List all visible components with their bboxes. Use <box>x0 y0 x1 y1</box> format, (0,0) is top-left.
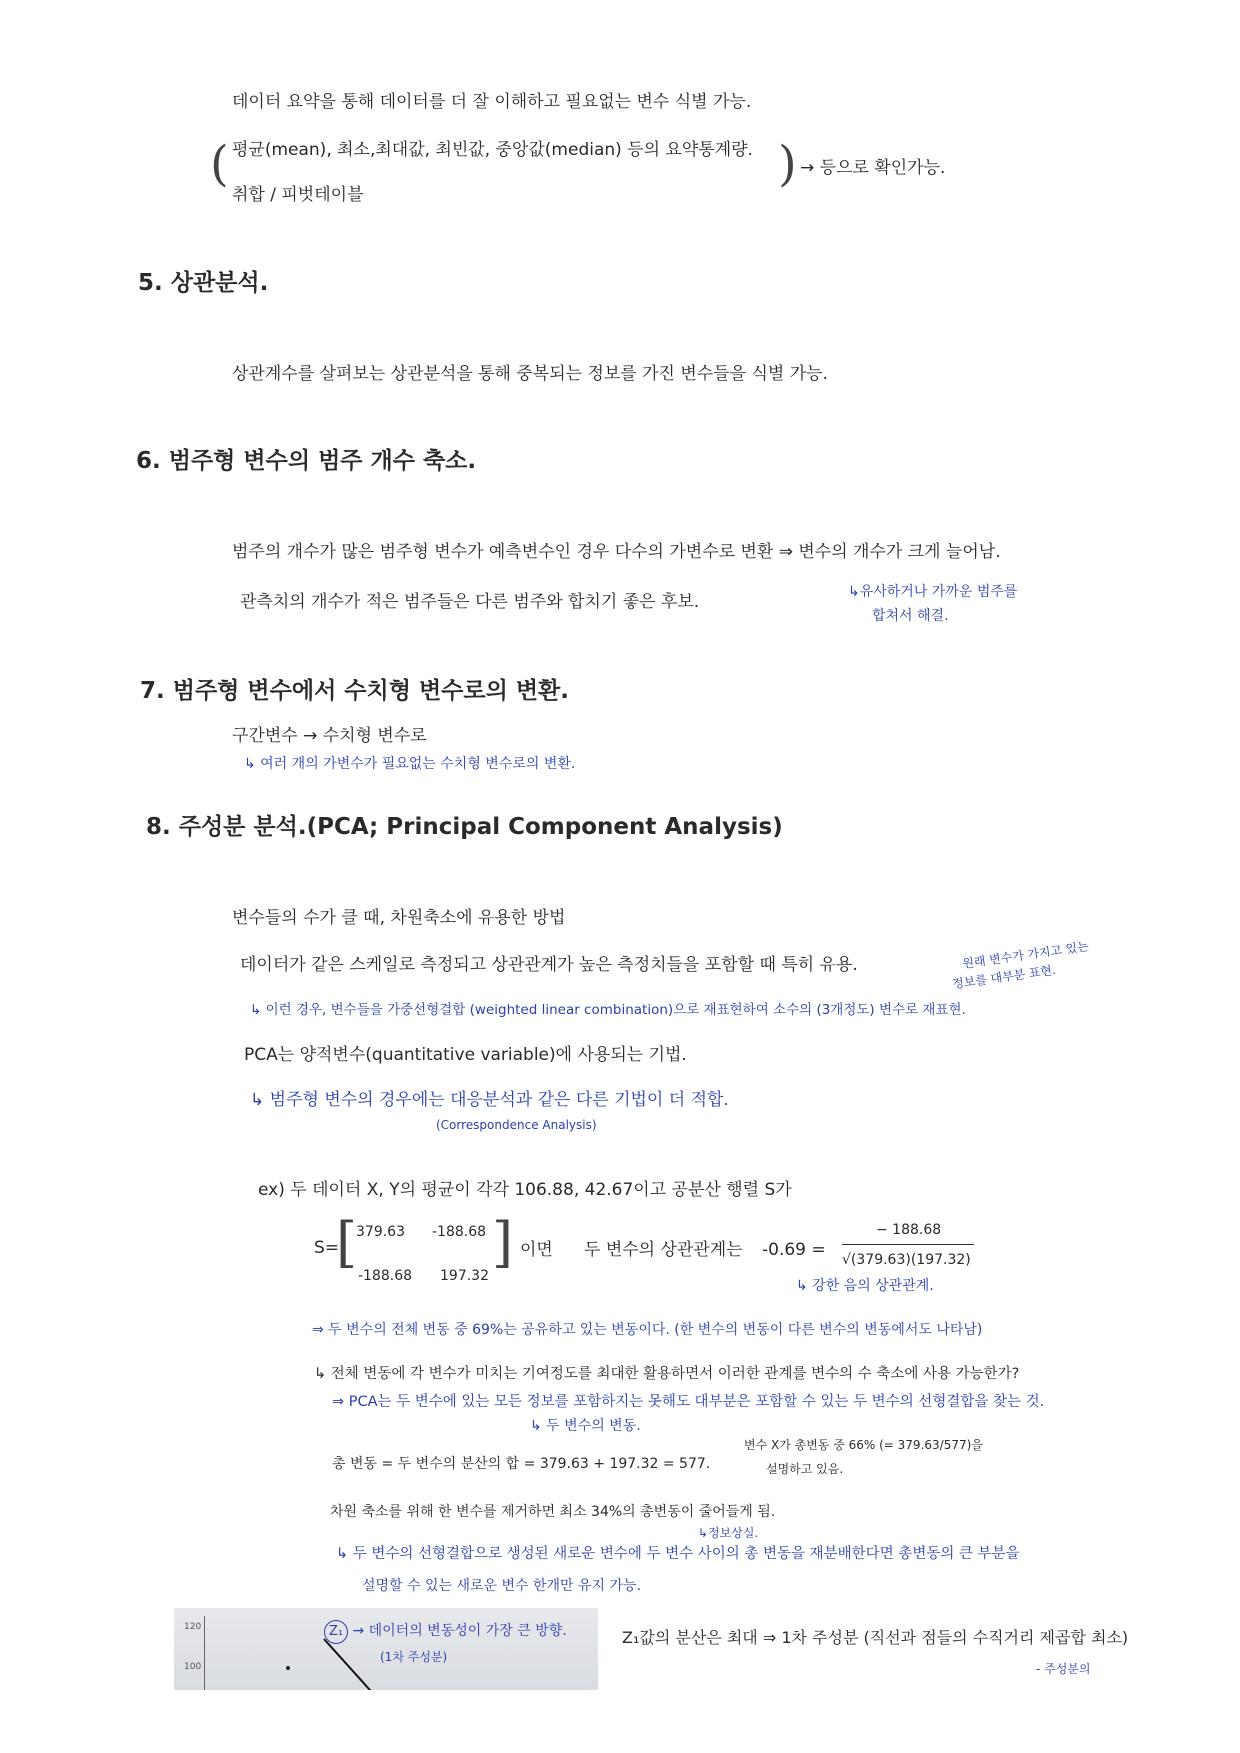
figure-tick-100: 100 <box>184 1662 202 1672</box>
section-8-line-1: 변수들의 수가 클 때, 차원축소에 유용한 방법 <box>232 908 566 928</box>
summary-line-2: 평균(mean), 최소,최대값, 최빈값, 중앙값(median) 등의 요약통계량. <box>232 140 753 160</box>
result-line-3: ⇒ PCA는 두 변수에 있는 모든 정보를 포함하지는 못해도 대부분은 포함할 수 있는 두 변수의 선형결합을 찾는 것. <box>332 1394 1045 1410</box>
example-line: ex) 두 데이터 X, Y의 평균이 각각 106.88, 42.67이고 공분산 행렬 S가 <box>258 1180 792 1200</box>
section-8-line-5b: (Correspondence Analysis) <box>436 1118 597 1132</box>
figure-pc-line <box>323 1638 371 1690</box>
matrix-a22: 197.32 <box>440 1268 489 1284</box>
summary-line-3: 취합 / 피벗테이블 <box>232 185 364 205</box>
result-line-6-note: ↳정보상실. <box>698 1526 759 1540</box>
result-line-2: ↳ 전체 변동에 각 변수가 미치는 기여정도를 최대한 활용하면서 이러한 관계를 변수의 수 축소에 사용 가능한가? <box>314 1366 1020 1382</box>
result-line-5-note-1: 변수 X가 총변동 중 66% (= 379.63/577)을 <box>744 1438 983 1452</box>
right-brace: ) <box>778 136 797 192</box>
section-8-line-2: 데이터가 같은 스케일로 측정되고 상관관계가 높은 측정치들을 포함할 때 특히 유용. <box>240 955 858 975</box>
section-7-title: 7. 범주형 변수에서 수치형 변수로의 변환. <box>140 678 570 704</box>
section-6-line-2: 관측치의 개수가 적은 범주들은 다른 범주와 합치기 좋은 후보. <box>240 592 700 612</box>
section-8-note-right-1: 원래 변수가 가지고 있는 <box>961 939 1090 971</box>
result-line-4: ↳ 두 변수의 변동. <box>530 1418 641 1434</box>
section-5-line-1: 상관계수를 살펴보는 상관분석을 통해 중복되는 정보를 가진 변수들을 식별 가능. <box>232 364 828 384</box>
figure-z1-row <box>324 1620 567 1644</box>
matrix-a11: 379.63 <box>356 1224 405 1240</box>
matrix-suffix: 이면 <box>520 1240 553 1260</box>
matrix-right-bracket: ] <box>492 1211 514 1274</box>
correlation-text: 두 변수의 상관관계는 <box>584 1240 743 1260</box>
section-6-line-1: 범주의 개수가 많은 범주형 변수가 예측변수인 경우 다수의 가변수로 변환 ⇒ 변수의 개수가 크게 늘어남. <box>232 542 1001 562</box>
matrix-a21: -188.68 <box>358 1268 413 1284</box>
pca-figure-photo <box>174 1608 598 1690</box>
result-line-7: ↳ 두 변수의 선형결합으로 생성된 새로운 변수에 두 변수 사이의 총 변동을 재분배한다면 총변동의 큰 부분을 <box>336 1546 1020 1562</box>
section-8-title: 8. 주성분 분석.(PCA; Principal Component Analysis) <box>146 814 783 840</box>
section-7-line-2: ↳ 여러 개의 가변수가 필요없는 수치형 변수로의 변환. <box>244 756 576 772</box>
section-6-title: 6. 범주형 변수의 범주 개수 축소. <box>136 448 477 474</box>
matrix-s-label: S= <box>314 1238 340 1258</box>
matrix-left-bracket: [ <box>336 1211 358 1274</box>
summary-line-4: → 등으로 확인가능. <box>800 158 946 178</box>
figure-y-axis <box>204 1616 205 1690</box>
result-line-1: ⇒ 두 변수의 전체 변동 중 69%는 공유하고 있는 변동이다. (한 변수의 변동이 다른 변수의 변동에서도 나타남) <box>312 1322 983 1338</box>
section-5-title: 5. 상관분석. <box>138 270 269 296</box>
fraction-line <box>842 1244 974 1245</box>
figure-data-point <box>286 1666 290 1670</box>
result-line-5: 총 변동 = 두 변수의 분산의 합 = 379.63 + 197.32 = 577. <box>332 1456 711 1472</box>
section-8-line-5: ↳ 범주형 변수의 경우에는 대응분석과 같은 다른 기법이 더 적합. <box>250 1090 729 1110</box>
section-8-note-right-2: 정보를 대부분 표현. <box>951 962 1057 992</box>
correlation-numerator: − 188.68 <box>876 1222 942 1238</box>
section-8-line-3: ↳ 이런 경우, 변수들을 가중선형결합 (weighted linear combination)으로 재표현하여 소수의 (3개정도) 변수로 재표현. <box>250 1002 966 1018</box>
footer-note: - 주성분의 <box>1036 1662 1091 1676</box>
correlation-denominator: √(379.63)(197.32) <box>842 1252 971 1268</box>
matrix-a12: -188.68 <box>432 1224 487 1240</box>
result-line-6: 차원 축소를 위해 한 변수를 제거하면 최소 34%의 총변동이 줄어들게 됨. <box>330 1504 776 1520</box>
figure-tick-120: 120 <box>184 1622 202 1632</box>
summary-line-1: 데이터 요약을 통해 데이터를 더 잘 이해하고 필요없는 변수 식별 가능. <box>232 92 752 112</box>
figure-label-2: (1차 주성분) <box>380 1650 448 1664</box>
result-line-5-note-2: 설명하고 있음. <box>766 1462 844 1476</box>
section-8-line-4: PCA는 양적변수(quantitative variable)에 사용되는 기법. <box>244 1045 687 1065</box>
section-7-line-1: 구간변수 → 수치형 변수로 <box>232 726 427 746</box>
left-brace: ( <box>210 136 229 192</box>
correlation-note: ↳ 강한 음의 상관관계. <box>796 1278 934 1294</box>
section-6-note-1: ↳유사하거나 가까운 범주를 <box>848 584 1018 600</box>
result-line-8: 설명할 수 있는 새로운 변수 한개만 유지 가능. <box>362 1578 642 1594</box>
footer-text: Z₁값의 분산은 최대 ⇒ 1차 주성분 (직선과 점들의 수직거리 제곱합 최소) <box>622 1628 1129 1647</box>
section-6-note-2: 합쳐서 해결. <box>872 608 949 624</box>
z1-circle: Z₁ <box>324 1620 348 1644</box>
correlation-value: -0.69 = <box>762 1240 826 1260</box>
figure-label-1: → 데이터의 변동성이 가장 큰 방향. <box>352 1623 567 1639</box>
